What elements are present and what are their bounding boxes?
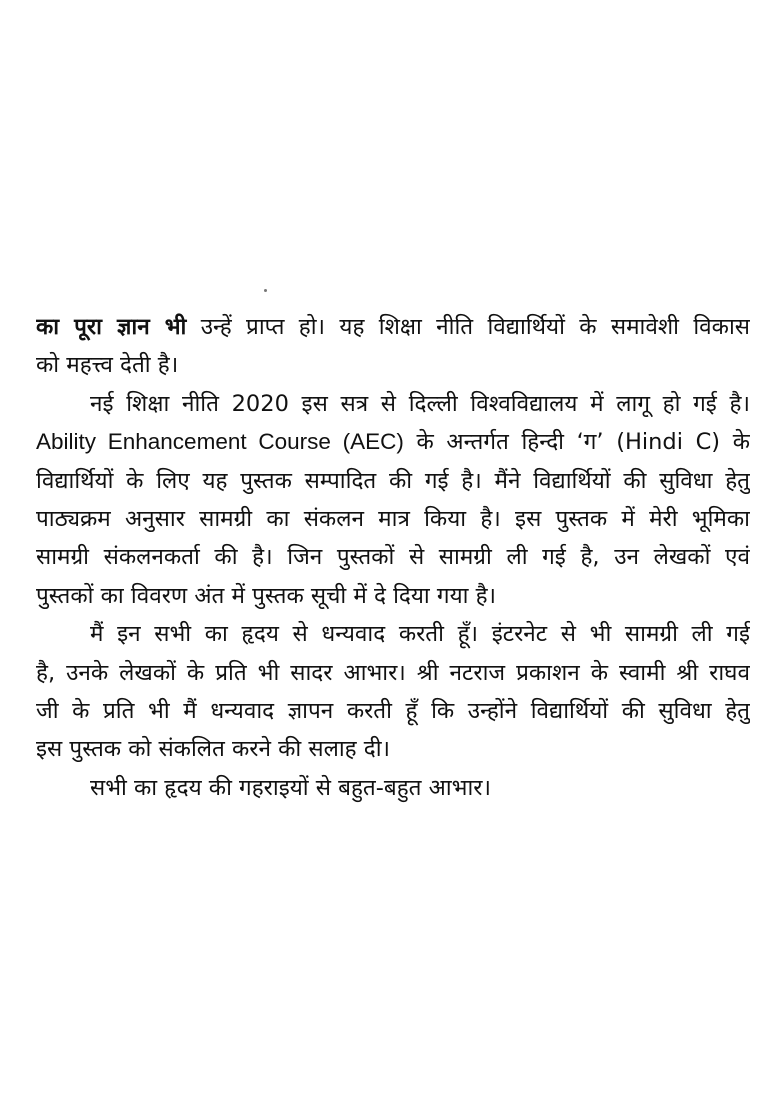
text-line: विद्यार्थियों के लिए यह पुस्तक सम्पादित की गई है। मैंने विद्यार्थियों की सुविधा हेतु [36, 467, 750, 494]
text-line: पाठ्यक्रम अनुसार सामग्री का संकलन मात्र किया है। इस पुस्तक में मेरी भूमिका [36, 505, 750, 532]
line-text: उन्हें प्राप्त हो। यह शिक्षा नीति विद्यार्थियों के समावेशी विकास [186, 314, 750, 340]
text-line: पुस्तकों का विवरण अंत में पुस्तक सूची में दे दिया गया है। [36, 582, 497, 609]
paragraph-start-line: सभी का हृदय की गहराइयों से बहुत-बहुत आभार। [90, 774, 492, 801]
text-line: सामग्री संकलनकर्ता की है। जिन पुस्तकों से सामग्री ली गई है, उन लेखकों एवं [36, 544, 750, 571]
paragraph-start-line: मैं इन सभी का हृदय से धन्यवाद करती हूँ। इंटरनेट से भी सामग्री ली गई [90, 621, 750, 648]
line-text: के अन्तर्गत हिन्दी ‘ग’ (Hindi C) के [403, 429, 750, 456]
english-course-name: Ability Enhancement Course (AEC) [36, 429, 404, 455]
text-line [36, 308, 750, 346]
text-line: को महत्त्व देती है। [36, 352, 179, 379]
text-line: जी के प्रति भी मैं धन्यवाद ज्ञापन करती हूँ कि उन्होंने विद्यार्थियों की सुविधा हेतु [36, 697, 750, 724]
text-line: इस पुस्तक को संकलित करने की सलाह दी। [36, 736, 391, 763]
paragraph-start-line: नई शिक्षा नीति 2020 इस सत्र से दिल्ली विश्वविद्यालय में लागू हो गई है। [90, 390, 750, 417]
bold-lead-text: का पूरा ज्ञान भी [36, 314, 187, 340]
body-text [36, 308, 750, 807]
scan-speck [264, 289, 267, 292]
text-line [36, 423, 750, 461]
text-line: है, उनके लेखकों के प्रति भी सादर आभार। श्री नटराज प्रकाशन के स्वामी श्री राघव [36, 659, 750, 686]
